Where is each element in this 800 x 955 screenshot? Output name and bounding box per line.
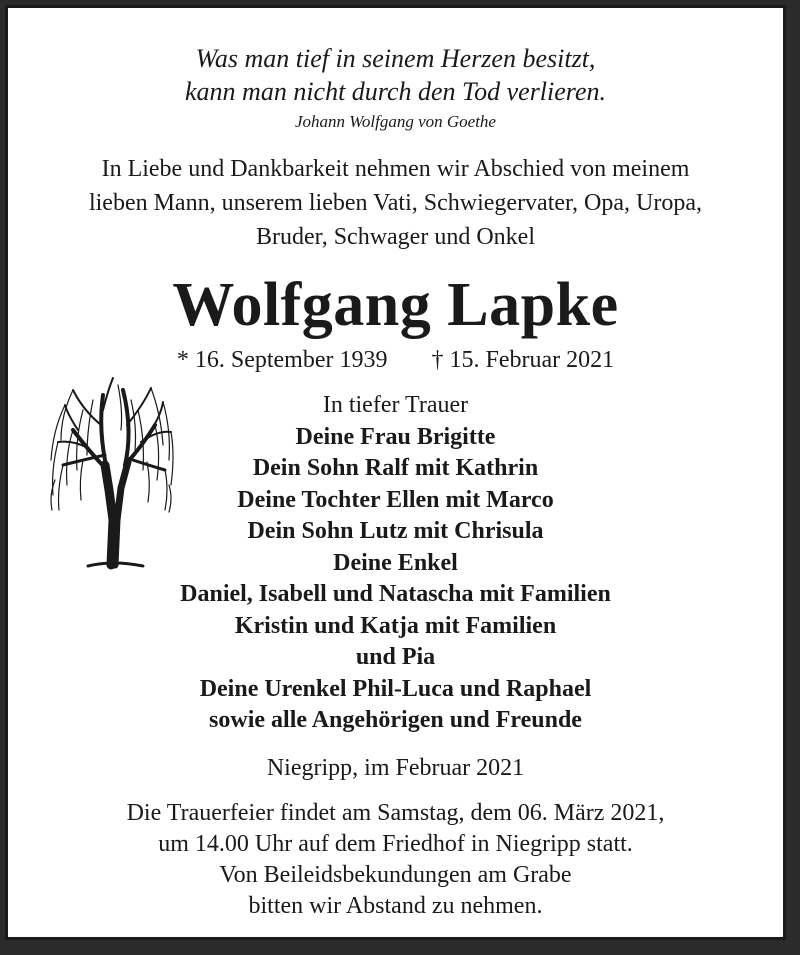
deceased-name: Wolfgang Lapke [172, 271, 619, 339]
intro-line: Bruder, Schwager und Onkel [256, 224, 535, 250]
intro-line: lieben Mann, unserem lieben Vati, Schwiegervater, Opa, Uropa, [88, 190, 703, 216]
mourner-line: sowie alle Angehörigen und Freunde [209, 707, 582, 733]
obituary-notice [5, 5, 786, 940]
mourner-line: Daniel, Isabell und Natascha mit Familien [180, 581, 611, 607]
service-line: um 14.00 Uhr auf dem Friedhof in Niegripp statt. [158, 831, 633, 857]
quote-author: Johann Wolfgang von Goethe [295, 112, 496, 131]
birth-date: * 16. September 1939 [176, 347, 388, 373]
mourner-line: Deine Tochter Ellen mit Marco [237, 486, 554, 513]
quote-line: Was man tief in seinem Herzen besitzt, [195, 44, 596, 73]
quote-line: kann man nicht durch den Tod verlieren. [185, 77, 606, 106]
service-line: Die Trauerfeier findet am Samstag, dem 06. März 2021, [126, 800, 665, 826]
mourners-list [8, 390, 783, 737]
quote [8, 42, 783, 108]
mourner-line: Deine Enkel [333, 549, 458, 576]
mourner-line: Deine Urenkel Phil-Luca und Raphael [199, 675, 592, 702]
place-date: Niegripp, im Februar 2021 [266, 755, 525, 781]
mourner-line: Deine Frau Brigitte [295, 423, 496, 450]
death-date: † 15. Februar 2021 [431, 347, 615, 373]
mourner-line: und Pia [355, 644, 436, 670]
service-info [8, 798, 783, 922]
intro-text [8, 152, 783, 254]
mourner-line: Dein Sohn Lutz mit Chrisula [247, 518, 544, 544]
service-line: bitten wir Abstand zu nehmen. [248, 893, 543, 919]
mourner-line: Kristin und Katja mit Familien [234, 612, 557, 639]
mourners-lead: In tiefer Trauer [322, 392, 469, 418]
service-line: Von Beileidsbekundungen am Grabe [219, 862, 572, 888]
intro-line: In Liebe und Dankbarkeit nehmen wir Abschied von meinem [101, 156, 690, 182]
mourner-line: Dein Sohn Ralf mit Kathrin [252, 455, 539, 481]
